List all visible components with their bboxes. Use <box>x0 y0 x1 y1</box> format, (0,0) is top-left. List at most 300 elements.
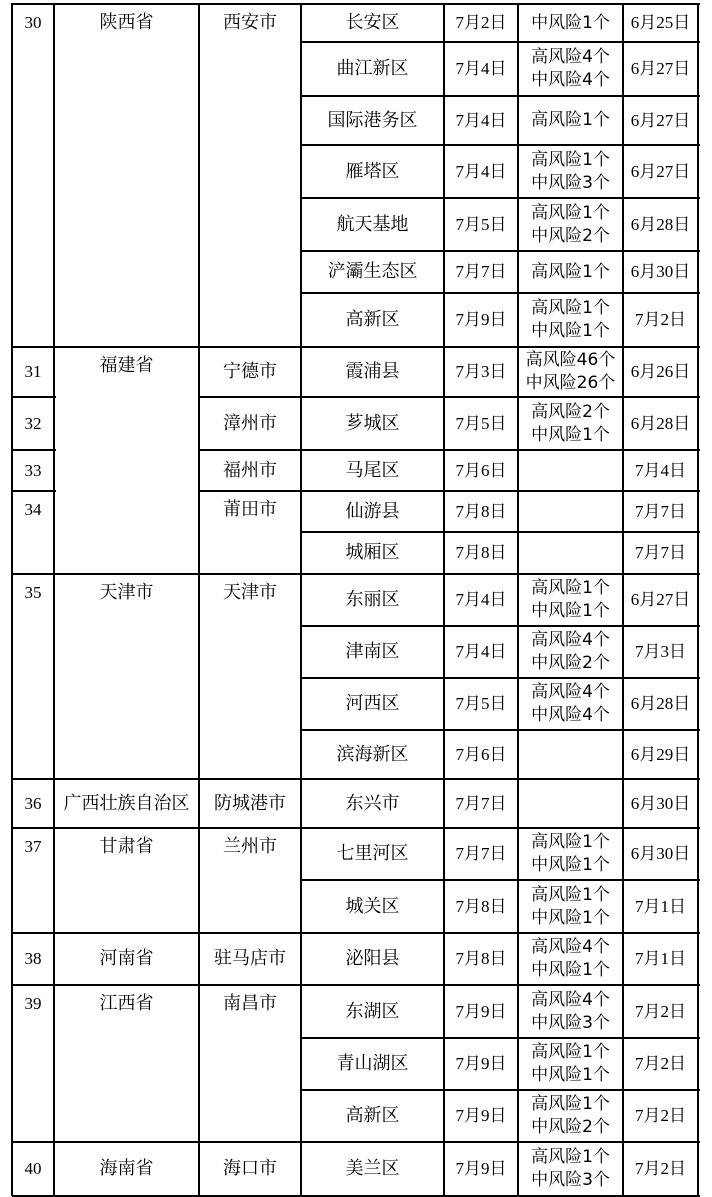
row-number: 35 <box>24 583 42 602</box>
risk-line: 高风险1个 <box>531 202 610 223</box>
risk-line: 高风险1个 <box>531 578 610 598</box>
city-name: 防城港市 <box>214 792 286 814</box>
district-name: 高新区 <box>345 309 400 330</box>
risk-line: 高风险4个 <box>531 47 610 67</box>
report-date: 7月5日 <box>455 214 507 234</box>
district-name: 国际港务区 <box>327 109 418 131</box>
report-date-cell <box>444 532 518 574</box>
row-number-cell <box>12 574 54 787</box>
report-date-cell <box>444 397 518 450</box>
table-rule <box>443 3 445 1196</box>
risk-line: 中风险3个 <box>531 1012 610 1033</box>
risk-count <box>531 831 610 877</box>
district-name: 津南区 <box>345 641 400 662</box>
risk-count-cell <box>518 933 623 985</box>
report-date-cell <box>444 491 518 532</box>
table-rule <box>301 778 700 780</box>
row-number: 40 <box>24 1159 42 1178</box>
risk-line: 中风险1个 <box>531 424 610 445</box>
end-date-cell <box>623 985 698 1038</box>
report-date: 7月7日 <box>455 793 507 813</box>
table-rule <box>12 984 56 986</box>
row-number: 30 <box>24 13 42 32</box>
report-date: 7月8日 <box>455 949 507 968</box>
report-date-cell <box>444 42 518 96</box>
risk-count-cell <box>518 574 623 626</box>
risk-line: 高风险4个 <box>531 682 610 702</box>
report-date-cell <box>444 626 518 678</box>
risk-count <box>531 1093 610 1139</box>
district-name: 青山湖区 <box>336 1053 409 1074</box>
end-date-cell <box>623 730 698 779</box>
province-name-cell <box>54 347 199 582</box>
city-name-cell <box>199 347 301 397</box>
city-name-cell <box>199 1142 301 1196</box>
province-name: 陕西省 <box>99 12 154 33</box>
city-name: 西安市 <box>223 12 277 33</box>
end-date: 6月27日 <box>630 161 691 181</box>
table-rule <box>301 95 700 97</box>
table-rule <box>622 3 624 1196</box>
report-date: 7月7日 <box>455 262 507 281</box>
end-date-cell <box>623 4 698 42</box>
table-rule <box>54 827 201 829</box>
city-name-cell <box>199 491 301 582</box>
report-date-cell <box>444 1038 518 1090</box>
province-name-cell <box>54 985 199 1150</box>
district-name-cell <box>301 491 444 532</box>
risk-line: 高风险1个 <box>531 832 610 852</box>
table-rule <box>199 932 303 934</box>
row-number-cell <box>12 828 54 941</box>
risk-count <box>531 989 610 1035</box>
end-date: 6月30日 <box>630 844 691 863</box>
table-rule <box>301 932 700 934</box>
end-date-cell <box>623 347 698 397</box>
report-date: 7月4日 <box>455 161 507 181</box>
report-date-cell <box>444 145 518 198</box>
end-date-cell <box>623 574 698 626</box>
end-date-cell <box>623 1038 698 1090</box>
row-number: 36 <box>24 793 42 813</box>
table-rule <box>199 449 303 451</box>
risk-line: 高风险1个 <box>531 884 610 905</box>
province-name: 福建省 <box>99 355 154 376</box>
table-rule <box>301 490 700 492</box>
district-name: 泌阳县 <box>345 948 400 969</box>
risk-count <box>531 629 610 675</box>
city-name: 天津市 <box>223 582 277 603</box>
city-name-cell <box>199 779 301 828</box>
row-number: 38 <box>24 949 42 968</box>
report-date: 7月4日 <box>455 642 507 661</box>
risk-line: 中风险3个 <box>531 172 610 193</box>
city-name-cell <box>199 933 301 985</box>
end-date: 6月26日 <box>630 362 691 381</box>
report-date: 7月5日 <box>455 694 507 713</box>
risk-count <box>531 46 610 92</box>
risk-count <box>531 577 610 623</box>
table-rule <box>53 3 55 1196</box>
table-rule <box>301 292 700 294</box>
district-name-cell <box>301 532 444 574</box>
risk-line: 中风险3个 <box>531 1170 610 1190</box>
risk-count-cell <box>518 532 623 574</box>
row-number-cell <box>12 779 54 828</box>
report-date: 7月8日 <box>455 543 507 562</box>
table-rule <box>301 396 700 398</box>
province-name-cell <box>54 4 199 355</box>
city-name-cell <box>199 828 301 941</box>
district-name: 滨海新区 <box>336 743 409 765</box>
table-rule <box>301 346 700 348</box>
risk-line: 高风险4个 <box>531 989 610 1010</box>
district-name: 长安区 <box>345 12 400 33</box>
city-name: 驻马店市 <box>214 948 286 969</box>
district-name-cell <box>301 1142 444 1196</box>
report-date-cell <box>444 347 518 397</box>
risk-count-cell <box>518 880 623 933</box>
risk-count-cell <box>518 730 623 779</box>
district-name: 航天基地 <box>336 213 409 235</box>
table-rule <box>301 573 700 575</box>
province-name: 广西壮族自治区 <box>63 792 190 814</box>
risk-line: 中风险26个 <box>525 373 616 393</box>
risk-line: 高风险2个 <box>531 401 610 422</box>
table-rule <box>301 1089 700 1091</box>
row-number: 32 <box>24 413 42 433</box>
district-name: 河西区 <box>345 693 400 714</box>
risk-count-cell <box>518 96 623 145</box>
row-number-cell <box>12 933 54 985</box>
district-name-cell <box>301 730 444 779</box>
risk-count <box>531 12 610 35</box>
risk-line: 中风险1个 <box>531 1065 610 1085</box>
end-date: 7月1日 <box>635 949 686 968</box>
table-rule <box>301 625 700 627</box>
risk-line: 中风险1个 <box>531 855 610 875</box>
row-number-cell <box>12 1142 54 1196</box>
district-name-cell <box>301 828 444 880</box>
report-date: 7月8日 <box>455 896 507 916</box>
report-date-cell <box>444 1142 518 1196</box>
report-date: 7月5日 <box>455 413 507 433</box>
report-date: 7月7日 <box>455 844 507 863</box>
end-date: 7月4日 <box>635 460 686 480</box>
risk-line: 高风险1个 <box>531 1147 610 1167</box>
end-date: 6月27日 <box>630 59 691 78</box>
city-name: 南昌市 <box>223 993 277 1014</box>
table-rule <box>12 778 56 780</box>
risk-count-cell <box>518 678 623 730</box>
report-date-cell <box>444 779 518 828</box>
district-name: 城厢区 <box>345 542 400 563</box>
row-number-cell <box>12 450 54 491</box>
risk-count-cell <box>518 985 623 1038</box>
risk-line: 中风险1个 <box>531 321 610 341</box>
risk-line: 高风险46个 <box>525 350 616 370</box>
row-number-cell <box>12 347 54 397</box>
end-date-cell <box>623 1142 698 1196</box>
end-date-cell <box>623 293 698 347</box>
province-name: 河南省 <box>99 948 154 969</box>
risk-line: 高风险1个 <box>531 1094 610 1114</box>
report-date-cell <box>444 730 518 779</box>
table-rule <box>199 984 303 986</box>
table-rule <box>301 250 700 252</box>
row-number-cell <box>12 985 54 1150</box>
end-date-cell <box>623 198 698 251</box>
table-rule <box>301 197 700 199</box>
risk-line: 中风险2个 <box>531 225 610 246</box>
district-name-cell <box>301 626 444 678</box>
report-date-cell <box>444 1090 518 1142</box>
district-name-cell <box>301 397 444 450</box>
district-name-cell <box>301 145 444 198</box>
end-date-cell <box>623 828 698 880</box>
report-date: 7月6日 <box>455 744 507 764</box>
table-rule <box>199 396 303 398</box>
district-name-cell <box>301 96 444 145</box>
report-date: 7月8日 <box>455 501 507 521</box>
district-name: 芗城区 <box>345 412 400 434</box>
end-date: 6月27日 <box>630 590 691 609</box>
risk-count <box>531 884 610 930</box>
district-name-cell <box>301 198 444 251</box>
end-date: 6月28日 <box>630 214 691 234</box>
table-rule <box>301 41 700 43</box>
risk-line: 中风险2个 <box>531 1117 610 1137</box>
risk-line: 高风险1个 <box>531 261 610 282</box>
district-name-cell <box>301 779 444 828</box>
row-number-cell <box>12 397 54 450</box>
report-date: 7月6日 <box>455 460 507 480</box>
risk-line: 中风险4个 <box>531 70 610 90</box>
end-date: 7月1日 <box>635 896 686 916</box>
table-rule <box>301 449 700 451</box>
province-name-cell <box>54 828 199 941</box>
district-name-cell <box>301 880 444 933</box>
city-name-cell <box>199 4 301 355</box>
table-rule <box>199 778 303 780</box>
report-date-cell <box>444 828 518 880</box>
district-name: 东丽区 <box>345 589 400 610</box>
risk-count-cell <box>518 779 623 828</box>
table-rule <box>12 573 56 575</box>
end-date-cell <box>623 626 698 678</box>
table-rule <box>54 1141 201 1143</box>
district-name: 东兴市 <box>345 792 400 814</box>
risk-count <box>531 297 610 343</box>
report-date: 7月2日 <box>455 13 507 32</box>
province-name-cell <box>54 779 199 828</box>
table-rule <box>198 3 200 1196</box>
end-date-cell <box>623 96 698 145</box>
report-date-cell <box>444 251 518 293</box>
city-name: 兰州市 <box>223 836 277 857</box>
end-date-cell <box>623 251 698 293</box>
risk-count-cell <box>518 293 623 347</box>
end-date: 7月2日 <box>635 1054 686 1073</box>
end-date: 7月2日 <box>635 310 686 329</box>
end-date: 7月3日 <box>635 642 686 661</box>
district-name-cell <box>301 4 444 42</box>
risk-line: 中风险1个 <box>531 960 610 980</box>
province-name: 江西省 <box>99 993 154 1014</box>
row-number-cell <box>12 4 54 355</box>
risk-count <box>531 149 610 195</box>
risk-count-cell <box>518 1142 623 1196</box>
risk-line: 中风险1个 <box>531 907 610 928</box>
table-rule <box>11 3 13 1196</box>
district-name-cell <box>301 1090 444 1142</box>
end-date: 7月2日 <box>635 1106 686 1125</box>
risk-line: 高风险1个 <box>531 149 610 170</box>
end-date-cell <box>623 397 698 450</box>
risk-count-cell <box>518 828 623 880</box>
district-name-cell <box>301 574 444 626</box>
risk-count-cell <box>518 145 623 198</box>
table-rule <box>54 984 201 986</box>
province-name-cell <box>54 933 199 985</box>
end-date: 6月29日 <box>630 744 691 764</box>
row-number: 37 <box>24 837 42 856</box>
table-rule <box>301 1037 700 1039</box>
city-name-cell <box>199 450 301 491</box>
table-rule <box>301 879 700 881</box>
district-name: 七里河区 <box>336 843 409 864</box>
report-date-cell <box>444 678 518 730</box>
risk-count-cell <box>518 491 623 532</box>
end-date: 6月28日 <box>630 413 691 433</box>
district-name: 城关区 <box>345 895 400 917</box>
table-rule <box>301 531 700 533</box>
end-date: 6月28日 <box>630 694 691 713</box>
end-date: 7月2日 <box>635 1159 686 1178</box>
district-name: 曲江新区 <box>336 58 409 79</box>
table-rule <box>199 827 303 829</box>
end-date-cell <box>623 1090 698 1142</box>
report-date-cell <box>444 574 518 626</box>
report-date: 7月4日 <box>455 590 507 609</box>
end-date-cell <box>623 42 698 96</box>
risk-count-cell <box>518 198 623 251</box>
risk-count <box>531 202 610 248</box>
risk-line: 高风险1个 <box>531 1042 610 1062</box>
risk-count <box>531 681 610 727</box>
table-rule <box>54 932 201 934</box>
end-date-cell <box>623 880 698 933</box>
risk-count <box>531 1146 610 1192</box>
city-name: 莆田市 <box>223 499 277 520</box>
end-date-cell <box>623 145 698 198</box>
district-name-cell <box>301 678 444 730</box>
table-rule <box>12 3 700 5</box>
report-date: 7月3日 <box>455 362 507 381</box>
district-name: 美兰区 <box>345 1158 400 1179</box>
risk-count <box>531 1041 610 1087</box>
report-date: 7月9日 <box>455 1159 507 1178</box>
table-rule <box>300 3 302 1196</box>
province-name: 海南省 <box>99 1158 154 1179</box>
district-name-cell <box>301 347 444 397</box>
province-name-cell <box>54 1142 199 1196</box>
district-name: 东湖区 <box>345 1000 400 1022</box>
table-rule <box>54 778 201 780</box>
risk-count-cell <box>518 626 623 678</box>
end-date-cell <box>623 450 698 491</box>
district-name-cell <box>301 293 444 347</box>
table-rule <box>199 346 303 348</box>
table-rule <box>54 346 201 348</box>
table-rule <box>54 573 201 575</box>
risk-count-cell <box>518 1038 623 1090</box>
risk-count <box>526 349 616 395</box>
end-date: 6月30日 <box>630 262 691 281</box>
row-number: 33 <box>24 460 42 480</box>
end-date: 6月25日 <box>630 13 691 32</box>
report-date-cell <box>444 4 518 42</box>
district-name-cell <box>301 42 444 96</box>
end-date: 6月27日 <box>630 110 691 130</box>
risk-count <box>531 401 610 447</box>
risk-line: 高风险1个 <box>531 298 610 318</box>
row-number: 39 <box>24 994 42 1013</box>
report-date: 7月9日 <box>455 1054 507 1073</box>
table-rule <box>301 729 700 731</box>
province-name: 甘肃省 <box>99 836 154 857</box>
table-rule <box>199 490 303 492</box>
table-rule <box>301 677 700 679</box>
district-name-cell <box>301 985 444 1038</box>
district-name: 马尾区 <box>345 459 400 481</box>
risk-line: 中风险4个 <box>531 705 610 725</box>
city-name-cell <box>199 985 301 1150</box>
risk-count <box>531 109 610 132</box>
district-name: 浐灞生态区 <box>327 261 418 282</box>
district-name: 仙游县 <box>345 500 400 522</box>
risk-line: 高风险1个 <box>531 110 610 130</box>
district-name-cell <box>301 933 444 985</box>
row-number: 34 <box>24 500 42 519</box>
report-date-cell <box>444 450 518 491</box>
end-date: 7月7日 <box>635 501 686 521</box>
report-date-cell <box>444 985 518 1038</box>
city-name: 福州市 <box>223 459 277 481</box>
district-name-cell <box>301 450 444 491</box>
table-rule <box>199 1141 303 1143</box>
risk-count-cell <box>518 450 623 491</box>
report-date: 7月9日 <box>455 310 507 329</box>
table-rule <box>517 3 519 1196</box>
table-rule <box>301 1141 700 1143</box>
table-rule <box>12 827 56 829</box>
district-name-cell <box>301 1038 444 1090</box>
table-rule <box>12 346 56 348</box>
report-date-cell <box>444 933 518 985</box>
report-date: 7月9日 <box>455 1001 507 1021</box>
risk-count <box>531 261 610 284</box>
province-name: 天津市 <box>99 582 154 603</box>
city-name: 宁德市 <box>223 361 277 382</box>
table-rule <box>12 932 56 934</box>
province-name-cell <box>54 574 199 787</box>
city-name: 漳州市 <box>223 412 277 434</box>
report-date-cell <box>444 198 518 251</box>
table-rule <box>697 3 699 1196</box>
report-date-cell <box>444 293 518 347</box>
district-name: 高新区 <box>345 1105 400 1126</box>
